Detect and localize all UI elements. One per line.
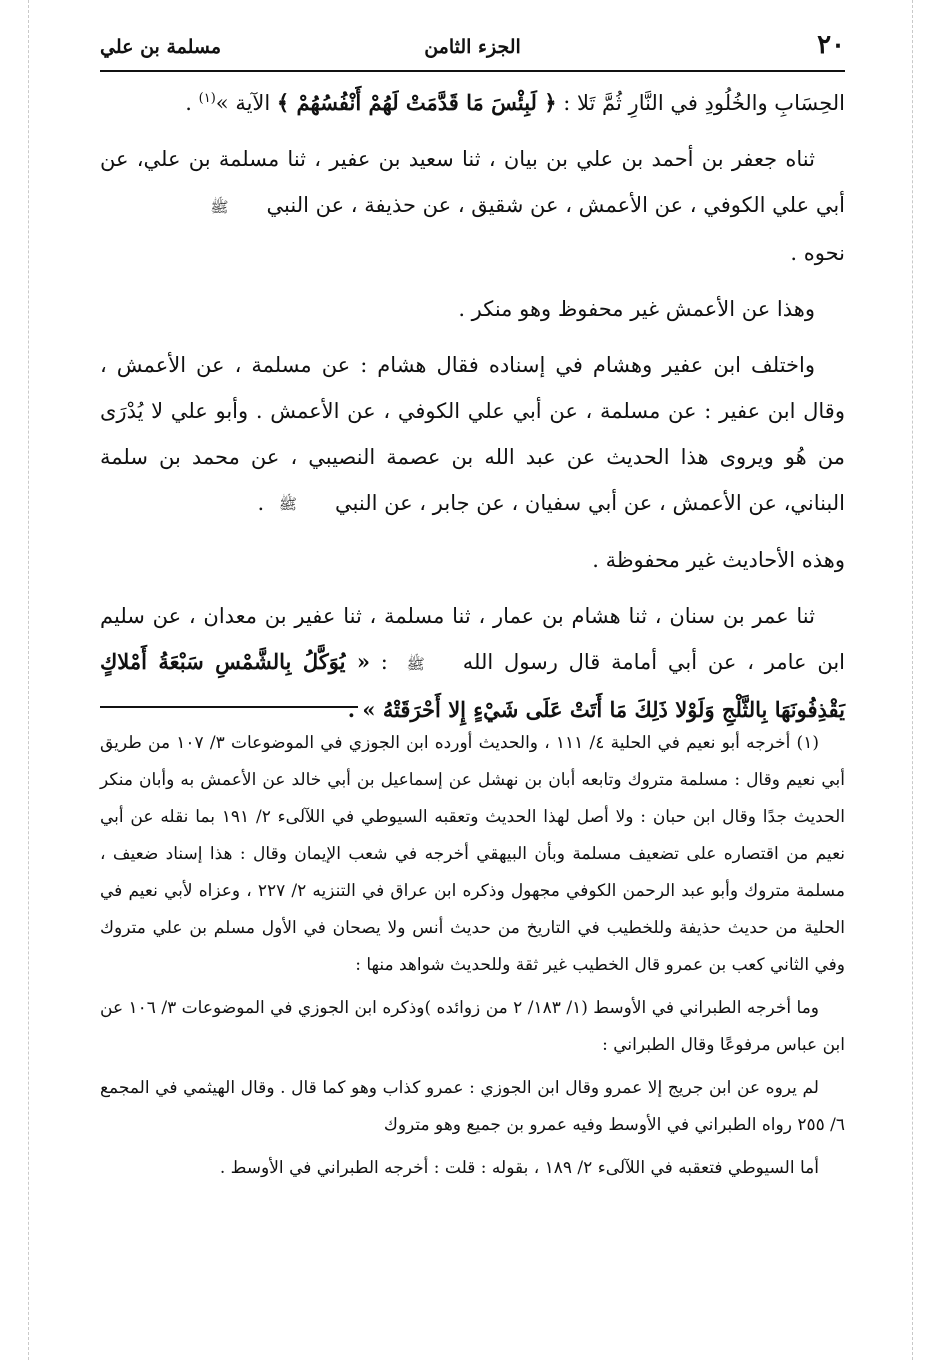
p1-end: . (185, 91, 199, 115)
paragraph-6 (100, 593, 845, 733)
salutation-seal: ﷺ (278, 495, 298, 513)
part-title: الجزء الثامن (424, 36, 521, 58)
salutation-seal: ﷺ (406, 654, 425, 673)
running-header (100, 26, 845, 66)
salutation-seal: ﷺ (210, 197, 229, 216)
p1-tail: الآية » (215, 91, 277, 115)
p2-text: ثناه جعفر بن أحمد بن علي بن بيان ، ثنا سعيد بن عفير ، ثنا مسلمة بن علي، عن أبي علي الكوفي ، عن الأعمش ، عن شقيق ، عن حذيفة ، عن النبي (100, 147, 845, 217)
quran-verse: ﴿ لَبِئْسَ مَا قَدَّمَتْ لَهُمْ أَنْفُسُهُمْ ﴾ (276, 90, 557, 115)
footnote-separator (100, 706, 358, 708)
p4-text: واختلف ابن عفير وهشام في إسناده فقال هشام : عن مسلمة ، عن الأعمش ، وقال ابن عفير : عن مسلمة ، عن أبي علي الكوفي ، عن الأعمش . وأبو علي لا يُدْرَى من هُو ويروى هذا الحديث عن عبد الله بن عصمة النصيبي ، عن محمد بن سلمة البناني، عن الأعمش ، عن أبي سفيان ، عن جابر ، عن النبي (100, 352, 845, 515)
page-number: ٢٠ (817, 30, 845, 60)
p1-text: الحِسَابِ والخُلُودِ في النَّارِ ثُمَّ تَلا : (556, 91, 845, 115)
header-rule (100, 70, 845, 72)
hadith-text: « يُوَكَّلُ بِالشَّمْسِ سَبْعَةُ أَمْلاكٍ يَقْذِفُونَهَا بِالثَّلْجِ وَلَوْلا ذَلِكَ مَا أَتَتْ عَلَى شَيْءٍ إِلا أَحْرَقَتْهُ » . (100, 649, 845, 722)
footnote-2: وما أخرجه الطبراني في الأوسط (١/ ١٨٣/ ٢ من زوائده )وذكره ابن الجوزي في الموضوعات ٣/ ١٠٦ عن ابن عباس مرفوعًا وقال الطبراني : (100, 998, 845, 1055)
p4-end: . (257, 490, 271, 515)
right-margin-rule (912, 0, 913, 1360)
paragraph-4 (100, 342, 845, 528)
footnote-4: أما السيوطي فتعقبه في اللآلىء ٢/ ١٨٩ ، بقوله : قلت : أخرجه الطبراني في الأوسط . (219, 1158, 819, 1178)
p6-text: ثنا عمر بن سنان ، ثنا هشام بن عمار ، ثنا مسلمة ، ثنا عفير بن معدان ، عن سليم ابن عامر ، عن أبي أمامة قال رسول الله (100, 604, 846, 674)
footnotes (100, 725, 845, 1193)
footnote-3: لم يروه عن ابن جريج إلا عمرو وقال ابن الجوزي : عمرو كذاب وهو كما قال . وقال الهيثمي في المجمع ٦/ ٢٥٥ رواه الطبراني في الأوسط وفيه عمرو بن جميع وهو متروك (100, 1078, 845, 1135)
p5-text: وهذه الأحاديث غير محفوظة . (592, 548, 845, 572)
chapter-title: مسلمة بن علي (100, 36, 222, 58)
main-text (100, 80, 845, 743)
p3-text: وهذا عن الأعمش غير محفوظ وهو منكر . (458, 296, 815, 321)
paragraph-3 (100, 286, 845, 332)
paragraph-5 (100, 537, 845, 583)
paragraph-2 (100, 136, 845, 276)
left-margin-rule (28, 0, 29, 1360)
footnote-ref: (١) (198, 91, 216, 106)
p6-colon: : (369, 650, 399, 674)
footnote-1: (١) أخرجه أبو نعيم في الحلية ٤/ ١١١ ، والحديث أورده ابن الجوزي في الموضوعات ٣/ ١٠٧ من طريق أبي نعيم وقال : مسلمة متروك وتابعه أبان بن نهشل عن إسماعيل بن أبي خالد عن الأعمش به وأبان منكر الحديث جدًا وقال ابن حبان : ولا أصل لهذا الحديث وتعقبه السيوطي في اللآلىء ٢/ ١٩١ بما نقله عن أبي نعيم من اقتصاره على تضعيف مسلمة وبأن البيهقي أخرجه في شعب الإيمان وقال : هذا إسناد ضعيف ، مسلمة متروك وأبو عبد الرحمن الكوفي مجهول وذكره ابن عراق في التنزيه ٢/ ٢٢٧ ، وعزاه لأبي نعيم في الحلية من حديث حذيفة وللخطيب في التاريخ من حديث أنس ولا يصحان في الأول مسلم بن علي متروك وفي الثاني كعب بن عمرو قال الخطيب غير ثقة وللحديث شواهد منها : (100, 733, 845, 975)
paragraph-1 (100, 80, 845, 126)
p2-end: نحوه . (790, 240, 845, 265)
